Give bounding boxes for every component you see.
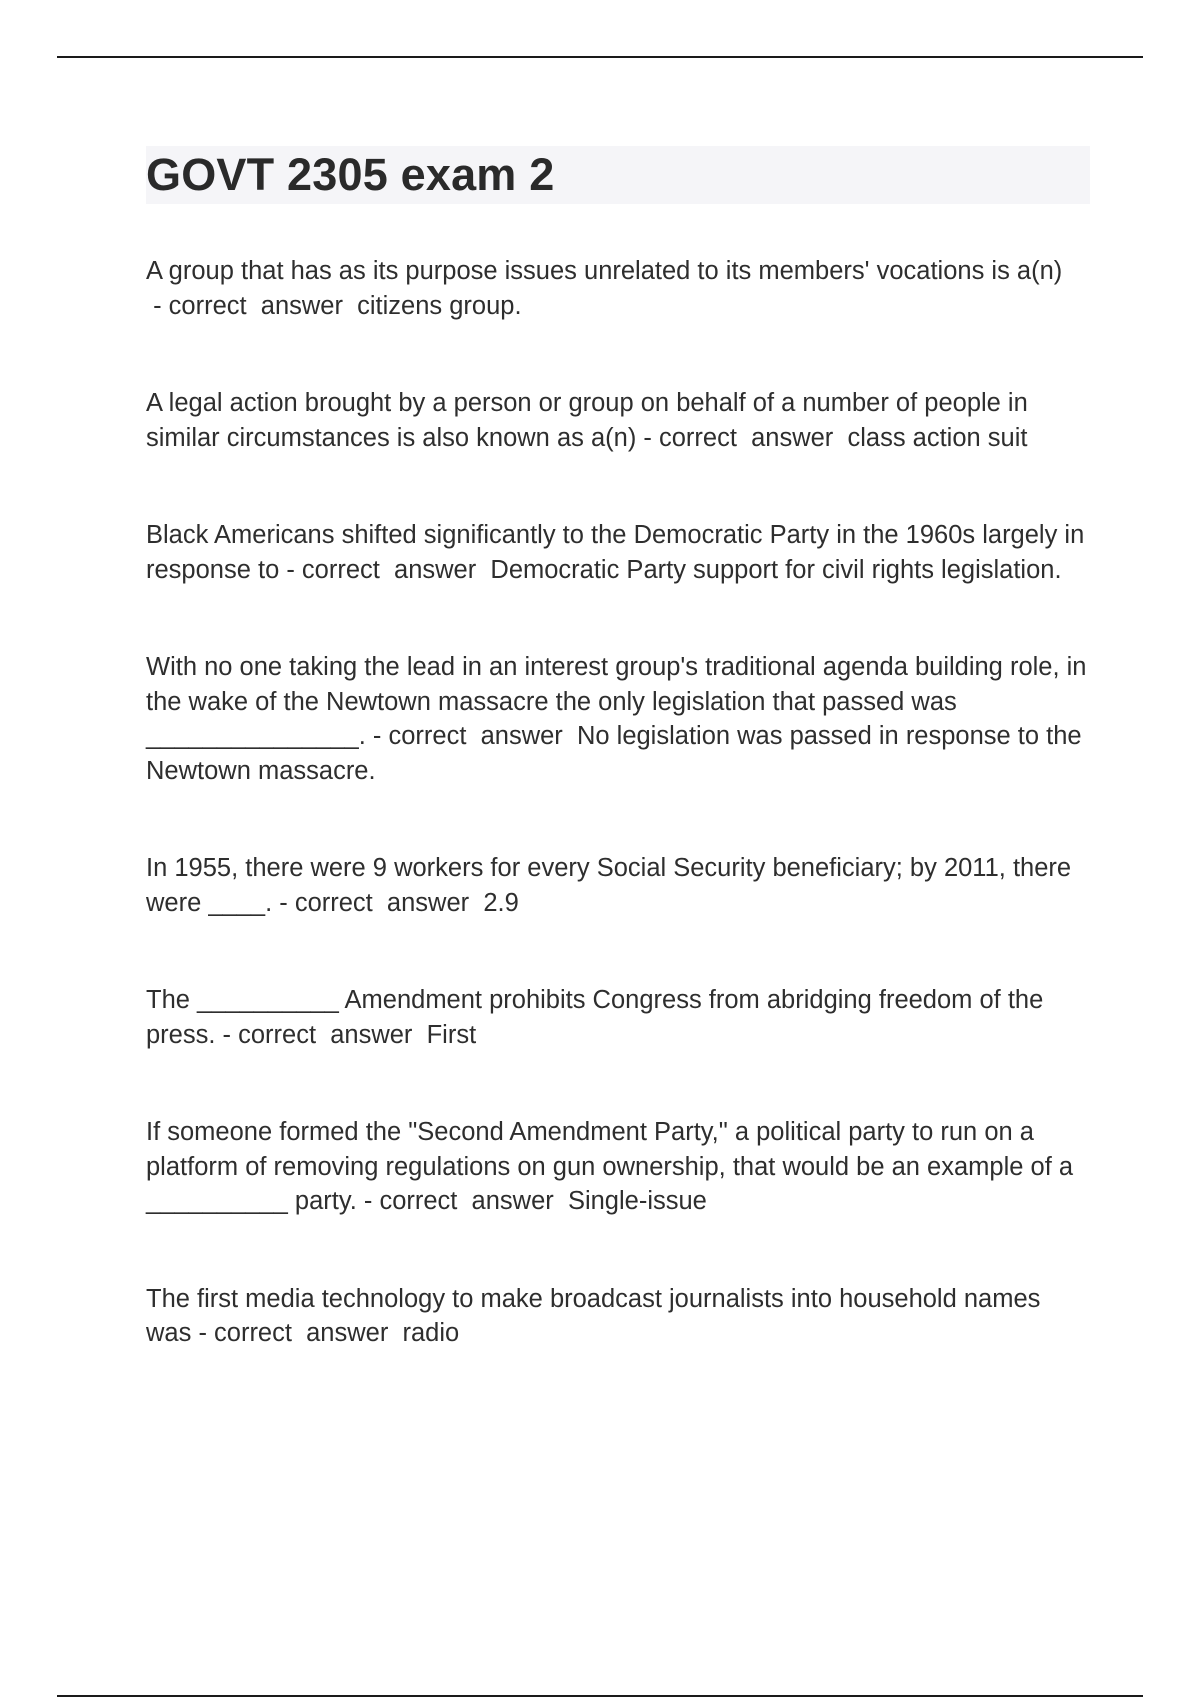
answer-marker: - correct answer xyxy=(356,1187,568,1215)
header-rule xyxy=(57,56,1143,58)
answer-text: 2.9 xyxy=(483,888,519,917)
qa-item xyxy=(146,851,1090,920)
answer-marker: - correct answer xyxy=(146,291,358,320)
qa-item xyxy=(146,254,1090,323)
answer-marker: - correct answer xyxy=(191,1319,403,1347)
page-title: GOVT 2305 exam 2 xyxy=(146,149,555,200)
qa-item xyxy=(146,1282,1090,1351)
question-text: A group that has as its purpose issues unrelated to its members' vocations is a(n) xyxy=(146,257,1063,285)
answer-text: Single-issue xyxy=(567,1187,707,1215)
answer-text: citizens group. xyxy=(357,291,522,320)
answer-marker: - correct answer xyxy=(365,722,577,750)
answer-text: No legislation was passed in response to the Newtown massacre. xyxy=(146,722,1082,785)
document-body xyxy=(146,146,1090,1351)
qa-item xyxy=(146,983,1090,1052)
answer-text: Democratic Party support for civil rights legislation. xyxy=(490,555,1062,584)
question-text: In 1955, there were 9 workers for every Social Security beneficiary; by 2011, there were ____. xyxy=(146,854,1072,917)
answer-marker: - correct answer xyxy=(279,555,491,584)
answer-text: class action suit xyxy=(847,423,1028,452)
answer-text: radio xyxy=(402,1319,460,1347)
answer-text: First xyxy=(426,1020,477,1049)
question-text: The first media technology to make broadcast journalists into household names was xyxy=(146,1284,1041,1347)
question-text: The __________ Amendment prohibits Congress from abridging freedom of the press. xyxy=(146,986,1044,1049)
question-text: Black Americans shifted significantly to the Democratic Party in the 1960s largely in response to xyxy=(146,521,1085,584)
answer-marker: - correct answer xyxy=(215,1020,427,1049)
answer-marker: - correct answer xyxy=(636,423,848,452)
qa-item xyxy=(146,386,1090,455)
question-text: If someone formed the "Second Amendment Party," a political party to run on a platform of removing regulations on gun ownership, that would be an example of a __________ party. xyxy=(146,1118,1074,1215)
qa-item xyxy=(146,650,1090,788)
qa-item xyxy=(146,518,1090,587)
question-text: With no one taking the lead in an interest group's traditional agenda building role, in the wake of the Newtown massacre the only legislation that passed was _______________. xyxy=(146,653,1087,750)
answer-marker: - correct answer xyxy=(272,888,484,917)
question-text: A legal action brought by a person or group on behalf of a number of people in similar circumstances is also known as a(n) xyxy=(146,389,1028,452)
title-band xyxy=(146,146,1090,204)
qa-item xyxy=(146,1115,1090,1219)
footer-rule xyxy=(57,1695,1143,1697)
